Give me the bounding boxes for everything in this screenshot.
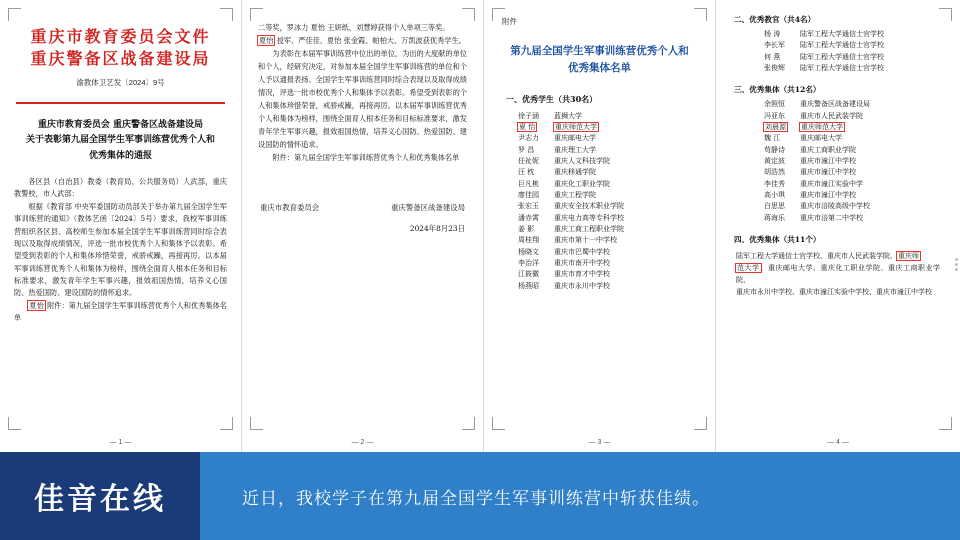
paragraph: 各区县（自治县）教委（教育局、公共服务局）人武部，重庆教警校，市人武部： [14,177,227,199]
list-item [748,133,928,144]
crop-mark-icon [492,417,505,430]
list-item [748,111,928,122]
list-item-name: 余照恒 [764,100,785,109]
bottom-banner [0,452,960,540]
paragraph-with-highlight [14,300,227,325]
list-item [502,179,697,190]
name-list [502,111,697,292]
list-item-name: 徐子涵 [518,111,539,120]
attachment-label: 附件 [502,17,517,26]
list-item-name: 夏 怡 [519,122,536,131]
list-item-school: 陆军工程大学通信士官学校 [800,30,884,38]
list-item-name: 姜 影 [518,224,535,233]
paragraph: 根据《教育部 中央军委国防动员部关于举办第九届全国学生军事训练营的通知》（教体艺函〔2024〕5号）要求，我校军事训练营组织各区县、高校师生参加本届全国学生军事训练营同时综合表现以及取得成绩情况，评选一批市校优秀个人和集体予以表彰。希望受到表彰的个人和集体珍惜荣誉，戒骄戒躁，再接再厉。以本届军事训练营优秀个人和集体为榜样，围绕全面育人根本任务和目标标准要求，激发青年学生军事兴趣，报效祖国热情，培养义心国防、热爱国防、建设国防的情怀追求。 [14,201,227,298]
crop-mark-icon [939,8,952,21]
list-item [748,145,928,156]
paragraph [258,22,467,35]
list-item [748,52,928,63]
page-title-line-1: 重庆市教育委员会 重庆警备区战备建设局 [37,120,204,131]
list-item-school: 重庆警备区战备建设局 [800,100,870,109]
list-item-name: 廖佳园 [518,190,539,199]
paragraph: 为表彰在本届军事训练营中位出的单位，为出的大度献的单位和个人，经研究决定，对参加本届全国学生军事训练营的单位和个人予以通报表扬。全国学生军事训练营同时综合表现以及取得成绩情况，评选一批市校优秀个人和集体予以表彰。希望受到表彰的个人和集体珍惜荣誉，戒骄戒躁，再接再厉。以本届军事训练营优秀个人和集体为榜样，围绕全面育人根本任务和目标标准要求，激发青年学生军事兴趣，报效祖国热情，培养义心国防、热爱国防、建设国防的情怀追求。 [258,48,467,149]
document-page-2[interactable] [242,0,484,452]
banner-brand-label: 佳音在线 [34,482,166,517]
list-item-school: 重庆市永川中学校 [554,281,610,290]
page-title [14,118,227,164]
list-item [502,111,697,122]
list-item-name: 张宏玉 [518,202,539,211]
list-item [502,269,697,280]
list-item-school: 重庆市潼江实验中学 [800,179,863,188]
crop-mark-icon [462,417,475,430]
page-number: — 4 — [827,439,849,446]
crop-mark-icon [694,417,707,430]
list-item-name: 李佳秀 [764,179,785,188]
list-item-school: 重庆市育才中学校 [554,270,610,279]
document-page-1[interactable] [0,0,242,452]
list-item-school: 重庆师范大学 [555,122,597,131]
list-item [502,258,697,269]
document-page-3[interactable] [484,0,716,452]
collective-line: 陆军工程大学通信士官学校、重庆市人民武装学院、重庆师 [736,251,919,260]
list-item-name: 汪 枕 [518,168,535,177]
list-item [502,145,697,156]
list-item [502,224,697,235]
list-item [502,167,697,178]
list-item [502,213,697,224]
banner-brand [0,452,200,540]
section-heading: 三、优秀集体（共12名） [734,85,821,95]
list-item [502,122,697,133]
document-number: 渝教体卫艺发〔2024〕9号 [76,78,165,88]
list-item-school: 陆军工程大学通信士官学校 [800,41,884,50]
list-item [748,122,928,133]
list-item [502,190,697,201]
list-item [748,63,928,74]
document-page-4[interactable] [716,0,960,452]
list-title-line-2: 优秀集体名单 [568,62,631,75]
page-number: — 2 — [351,439,374,446]
list-item-school: 重庆理工大学 [554,145,596,154]
section-heading: 二、优秀教官（共4名） [734,15,816,24]
list-item-school: 重庆市南开中学校 [554,258,610,267]
list-item-school: 重庆市潼江中学校 [800,156,856,165]
list-item-school: 陆军工程大学通信士官学校 [800,52,884,61]
highlighted-name: 夏怡 [259,35,274,45]
crop-mark-icon [250,8,263,21]
list-item-school: 蓝狮大学 [554,111,582,120]
crop-mark-icon [8,8,21,21]
section-heading: 一、优秀学生（共30名） [506,93,598,104]
banner-caption: 近日，我校学子在第九届全国学生军事训练营中斩获佳绩。 [242,488,710,509]
list-item-school: 重庆人文科技学院 [554,156,610,165]
list-item-name: 杨燕昭 [518,281,539,290]
list-item-school: 重庆市潼江中学校 [800,190,856,199]
collective-schools [736,251,940,299]
list-item-school: 重庆市巴蜀中学校 [554,247,610,256]
body-text [14,176,227,325]
signature-right: 重庆警备区战备建设局 [391,203,465,213]
red-letterhead [16,26,225,69]
list-item-name: 胡浩然 [764,168,785,177]
list-item-school: 重庆工商工程职业学院 [554,224,624,233]
scroll-handle[interactable] [955,258,958,272]
letterhead-line-1: 重庆市教育委员会文件 [30,27,211,46]
list-item-name: 魏 江 [764,134,781,143]
collective-line: 范大学、重庆邮电大学、重庆化工职业学院、重庆工商职业学院、 [736,263,940,284]
crop-mark-icon [250,417,263,430]
list-item-name: 杨晓文 [518,247,539,256]
crop-mark-icon [939,417,952,430]
list-item-name: 周桂翔 [518,236,539,245]
list-item-name: 江筱徽 [518,270,539,279]
list-item [748,167,928,178]
list-item [502,156,697,167]
list-item [748,179,928,190]
collective-member-list [748,99,928,224]
list-item [748,99,928,110]
list-item-school: 重庆安全技术职业学院 [554,202,624,211]
list-item-school: 重庆移通学院 [554,168,596,177]
list-item-school: 重庆化工职业学院 [554,179,610,188]
list-item-name: 冯亚东 [764,111,785,120]
attachment-note: 附件：第九届全国学生军事训练营优秀个人和优秀集体名单 [14,300,227,323]
list-item [748,201,928,212]
signature-row [260,202,465,213]
page-title-line-2: 关于表彰第九届全国学生军事训练营优秀个人和 [25,135,215,146]
list-title-line-1: 第九届全国学生军事训练营优秀个人和 [510,45,689,57]
list-item-school: 重庆工商职业学院 [800,145,856,154]
page-title-line-3: 优秀集体的通报 [88,150,152,161]
body-text [258,22,467,164]
list-item-school: 重庆工程学院 [554,190,596,199]
list-item [748,213,928,224]
crop-mark-icon [492,8,505,21]
list-item [502,201,697,212]
list-item-school: 重庆师范大学 [801,122,843,131]
list-item-school: 重庆邮电大学 [800,134,842,143]
list-item [502,235,697,246]
list-item [748,40,928,51]
list-item-school: 重庆市第十一中学校 [554,236,617,245]
crop-mark-icon [694,8,707,21]
list-title [502,43,697,78]
crop-mark-icon [462,8,475,21]
signature-left: 重庆市教育委员会 [260,203,320,213]
crop-mark-icon [8,417,21,430]
list-item-name: 尹志力 [518,134,539,143]
page-4-content [716,0,960,298]
list-item-name: 白思思 [764,202,785,211]
section-heading: 四、优秀集体（共11个） [734,234,821,244]
list-item-name: 黄定波 [764,156,785,165]
attachment-note: 附件：第九届全国学生军事训练营优秀个人和优秀集体名单 [272,152,460,162]
list-item [748,29,928,40]
list-item-school: 重庆市涪陵高级中学校 [800,202,870,211]
list-item-name: 蒋海乐 [764,213,785,222]
list-item-school: 重庆市人民武装学院 [800,111,863,120]
list-item-name: 李治洋 [518,258,539,267]
list-item-school: 重庆邮电大学 [554,134,596,143]
list-item-name: 何 燕 [764,52,781,61]
paragraph-text: 授军、严佳佳、夏怡 张金霞、帕柏大、万凯波获优秀学生。 [276,35,466,45]
list-item [502,247,697,258]
red-divider [16,102,225,104]
list-item-name: 李长军 [764,41,785,50]
list-item [502,281,697,292]
list-item-school: 重庆市涪第二中学校 [800,213,863,222]
signature-date: 2024年8月23日 [409,224,465,234]
page-number: — 1 — [109,439,132,446]
list-item-name: 高小琪 [764,190,785,199]
highlighted-name: 夏怡 [29,300,44,310]
officer-list [748,29,928,74]
crop-mark-icon [220,417,233,430]
paragraph-text: 二等奖，罗冰力 夏怡 王妍纸、刘慧婷获得个人单项三等奖。 [258,23,450,32]
list-item-name: 巨凡桃 [518,179,539,188]
list-item [748,190,928,201]
list-item [502,133,697,144]
list-item-name: 潘赤霄 [518,213,539,222]
list-item-name: 罗 昌 [518,145,535,154]
letterhead-line-2: 重庆警备区战备建设局 [30,48,211,68]
list-item-name: 苟静诗 [764,145,785,154]
paragraph [258,35,467,48]
list-item-school: 重庆市潼江中学校 [800,168,856,177]
list-item-name: 杨 涛 [764,30,781,38]
collective-line: 重庆市永川中学校、重庆市潼江实验中学校、重庆市潼江中学校 [736,287,932,296]
list-item-school: 陆军工程大学通信士官学校 [800,63,884,72]
page-number: — 3 — [588,439,611,446]
list-item-name: 张俊辉 [764,63,785,72]
crop-mark-icon [220,8,233,21]
list-item [748,156,928,167]
list-item-school: 重庆电力高等专科学校 [554,213,624,222]
list-item-name: 任祉妮 [518,156,539,165]
list-item-name: 刘晨源 [765,122,786,131]
